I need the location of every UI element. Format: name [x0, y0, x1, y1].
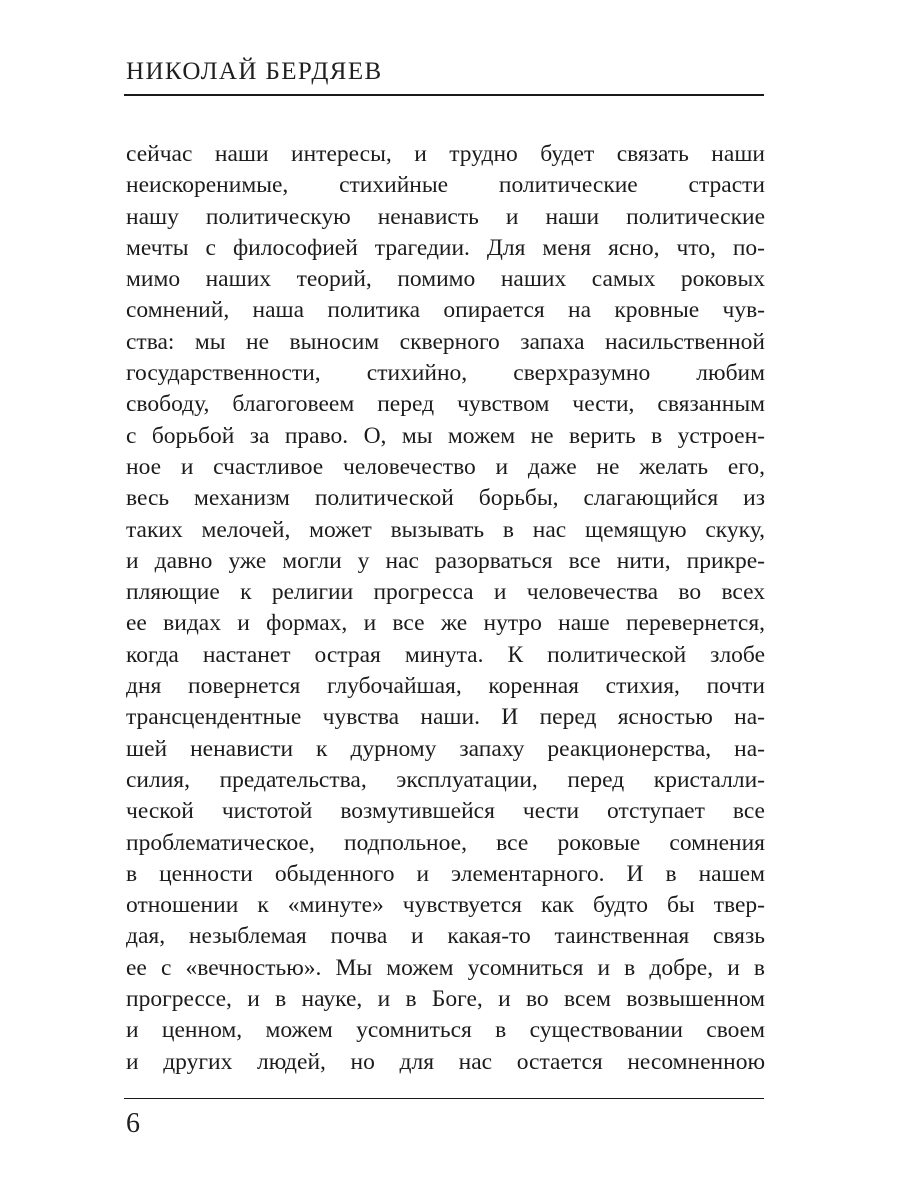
text-line: таких мелочей, может вызывать в нас щемящую скуку, [126, 516, 765, 543]
text-line: пляющие к религии прогресса и человечества во всех [126, 579, 765, 606]
text-line: дая, незыблемая почва и какая-то таинственная связь [126, 923, 765, 950]
text-line: и давно уже могли у нас разорваться все нити, прикре- [126, 547, 765, 574]
text-line: трансцендентные чувства наши. И перед ясностью на- [126, 704, 765, 731]
text-line: шей ненависти к дурному запаху реакционерства, на- [126, 735, 765, 762]
text-line: проблематическое, подпольное, все роковые сомнения [126, 829, 765, 856]
text-line: весь механизм политической борьбы, слагающийся из [126, 485, 765, 512]
page-number: 6 [126, 1108, 140, 1139]
text-line: дня повернется глубочайшая, коренная стихия, почти [126, 673, 765, 700]
text-line: мечты с философией трагедии. Для меня ясно, что, по- [126, 234, 765, 261]
header-rule [124, 94, 764, 96]
text-line: и других людей, но для нас остается несомненною [126, 1048, 765, 1075]
text-line: с борьбой за право. О, мы можем не верить в устроен- [126, 422, 765, 449]
text-line: сомнений, наша политика опирается на кровные чув- [126, 297, 765, 324]
text-line: силия, предательства, эксплуатации, перед кристалли- [126, 766, 765, 793]
body-text [126, 139, 765, 1078]
text-line: мимо наших теорий, помимо наших самых роковых [126, 266, 765, 293]
text-line: ческой чистотой возмутившейся чести отступает все [126, 798, 765, 825]
text-line: когда настанет острая минута. К политической злобе [126, 641, 765, 668]
text-line: свободу, благоговеем перед чувством чести, связанным [126, 391, 765, 418]
footer-rule [124, 1098, 764, 1099]
text-line: отношении к «минуте» чувствуется как будто бы твер- [126, 892, 765, 919]
text-line: ства: мы не выносим скверного запаха насильственной [126, 328, 765, 355]
text-line: неискоренимые, стихийные политические страсти [126, 172, 765, 199]
text-line: государственности, стихийно, сверхразумно любим [126, 360, 765, 387]
text-line: сейчас наши интересы, и трудно будет связать наши [126, 141, 765, 167]
running-head-author: НИКОЛАЙ БЕРДЯЕВ [126, 58, 383, 85]
text-line: прогрессе, и в науке, и в Боге, и во всем возвышенном [126, 986, 765, 1013]
text-line: ее видах и формах, и все же нутро наше перевернется, [126, 610, 765, 637]
text-line: и ценном, можем усомниться в существовании своем [126, 1017, 765, 1044]
text-line: в ценности обыденного и элементарного. И в нашем [126, 860, 765, 887]
text-line: нашу политическую ненависть и наши политические [126, 203, 765, 230]
text-line: ное и счастливое человечество и даже не желать его, [126, 453, 765, 480]
text-line: ее с «вечностью». Мы можем усомниться и в добре, и в [126, 954, 765, 981]
